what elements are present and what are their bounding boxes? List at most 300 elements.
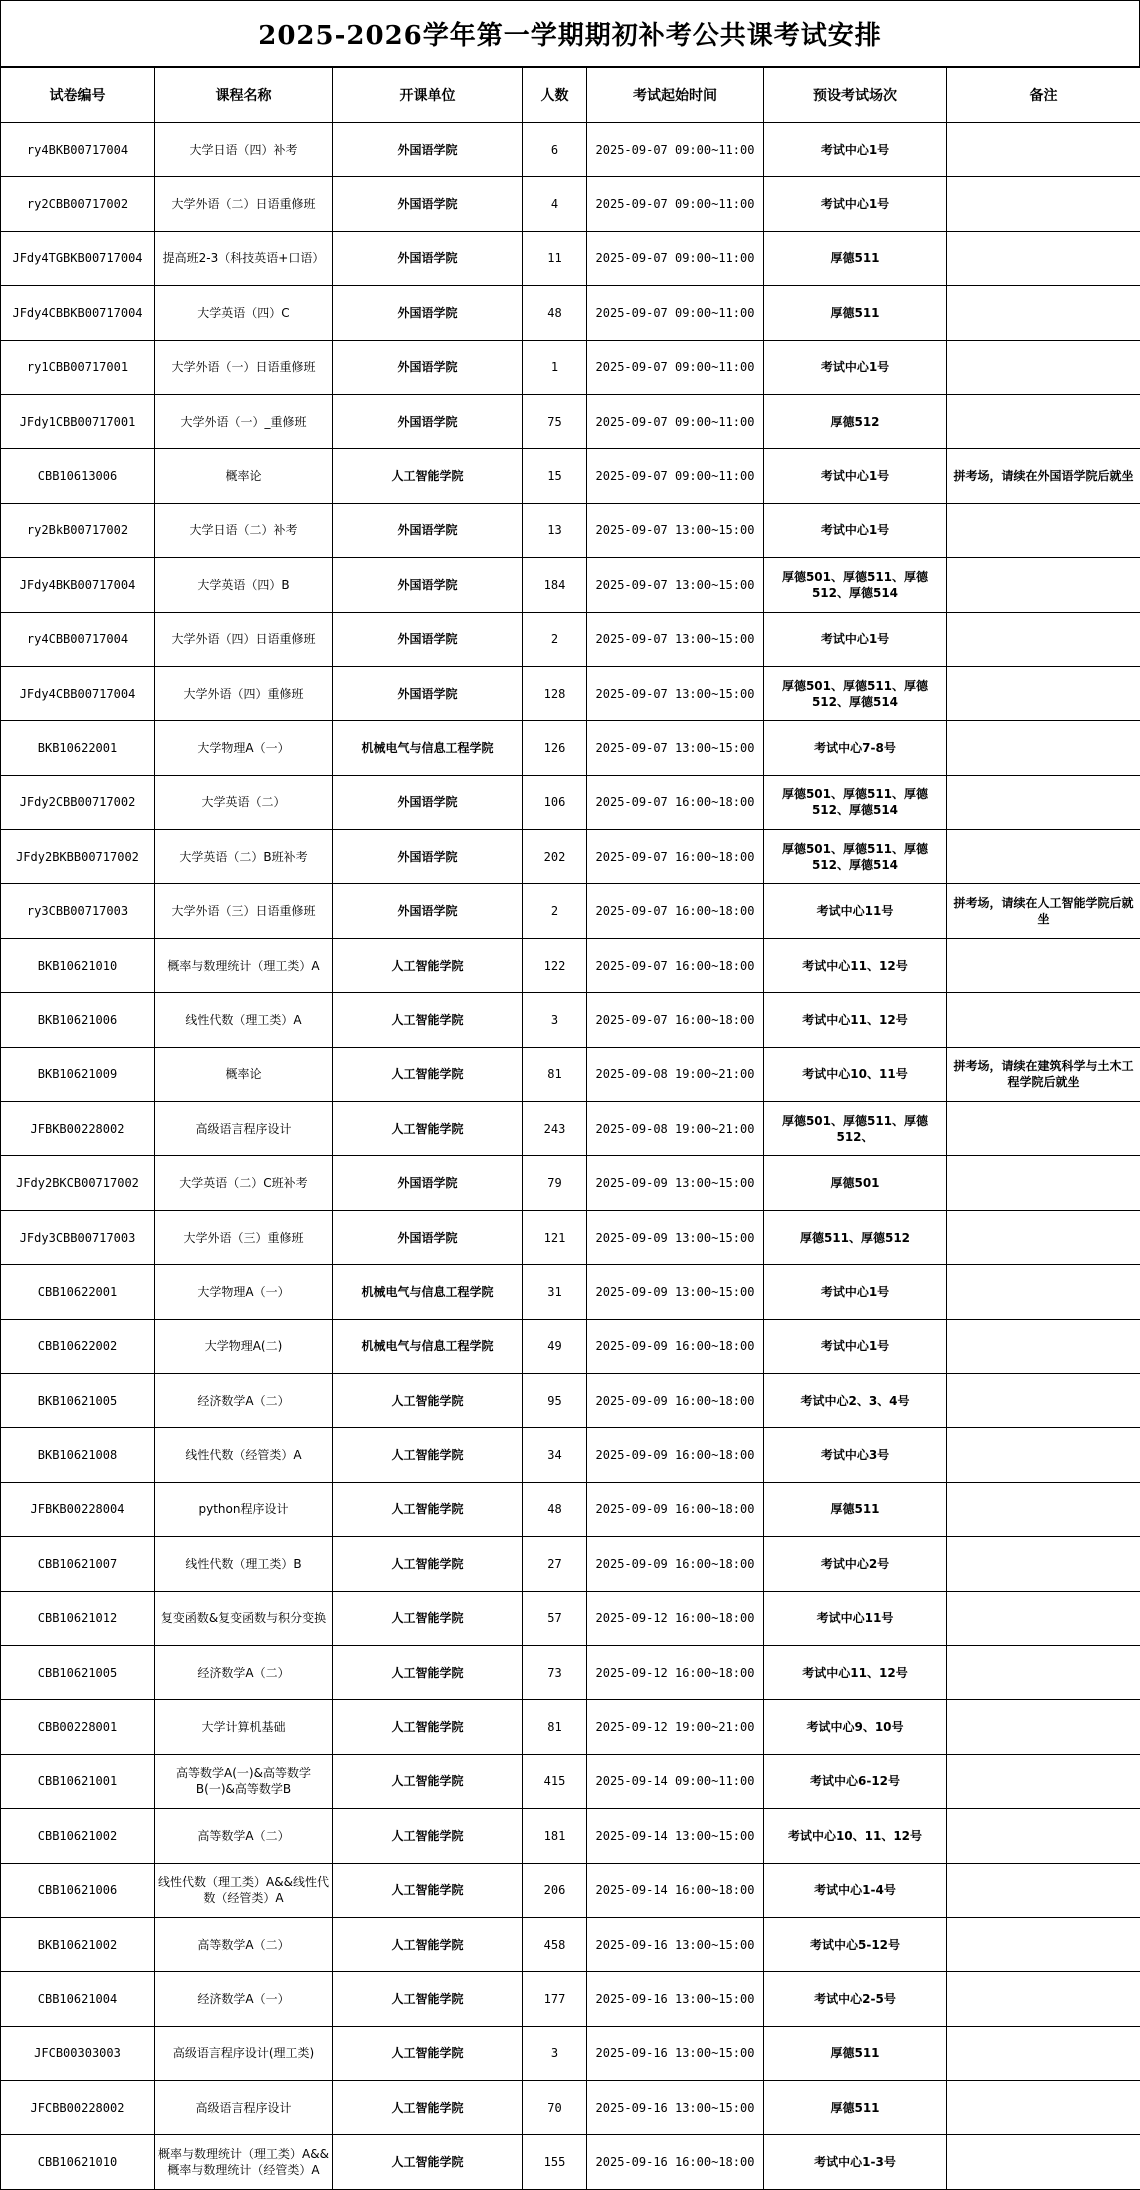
- cell-paper-id: BKB10621009: [1, 1047, 155, 1101]
- table-row: [1, 1700, 1140, 1754]
- cell-course: 提高班2-3（科技英语+口语）: [155, 231, 333, 285]
- cell-count: 202: [523, 830, 587, 884]
- cell-room: 厚德501、厚德511、厚德512、厚德514: [764, 558, 947, 612]
- cell-paper-id: JFdy4TGBKB00717004: [1, 231, 155, 285]
- cell-time: 2025-09-16 13:00~15:00: [587, 1972, 764, 2026]
- cell-time: 2025-09-07 09:00~11:00: [587, 123, 764, 177]
- cell-dept: 外国语学院: [333, 1156, 523, 1210]
- cell-room: 厚德501: [764, 1156, 947, 1210]
- cell-remark: [947, 1700, 1140, 1754]
- table-row: [1, 938, 1140, 992]
- cell-count: 128: [523, 666, 587, 720]
- table-row: [1, 1809, 1140, 1863]
- cell-course: 大学物理A(二): [155, 1319, 333, 1373]
- cell-room: 考试中心2号: [764, 1537, 947, 1591]
- table-row: [1, 2026, 1140, 2080]
- cell-remark: 拼考场，请续在人工智能学院后就坐: [947, 884, 1140, 938]
- cell-remark: [947, 1319, 1140, 1373]
- cell-time: 2025-09-07 09:00~11:00: [587, 340, 764, 394]
- cell-room: 考试中心10、11、12号: [764, 1809, 947, 1863]
- cell-paper-id: JFCBB00228002: [1, 2081, 155, 2135]
- cell-dept: 机械电气与信息工程学院: [333, 1265, 523, 1319]
- cell-time: 2025-09-14 13:00~15:00: [587, 1809, 764, 1863]
- cell-remark: [947, 2135, 1140, 2189]
- cell-remark: [947, 231, 1140, 285]
- cell-dept: 外国语学院: [333, 340, 523, 394]
- cell-time: 2025-09-14 09:00~11:00: [587, 1754, 764, 1808]
- cell-remark: [947, 2026, 1140, 2080]
- cell-dept: 人工智能学院: [333, 1700, 523, 1754]
- cell-course: 大学外语（一）日语重修班: [155, 340, 333, 394]
- cell-remark: [947, 1373, 1140, 1427]
- cell-time: 2025-09-16 13:00~15:00: [587, 2081, 764, 2135]
- cell-room: 考试中心1号: [764, 1265, 947, 1319]
- cell-dept: 外国语学院: [333, 123, 523, 177]
- cell-course: 高级语言程序设计: [155, 1102, 333, 1156]
- cell-dept: 外国语学院: [333, 286, 523, 340]
- cell-room: 厚德512: [764, 394, 947, 448]
- cell-count: 1: [523, 340, 587, 394]
- cell-course: 线性代数（理工类）A&&线性代数（经管类）A: [155, 1863, 333, 1917]
- cell-dept: 外国语学院: [333, 177, 523, 231]
- cell-dept: 外国语学院: [333, 666, 523, 720]
- table-row: [1, 2081, 1140, 2135]
- cell-paper-id: JFCB00303003: [1, 2026, 155, 2080]
- cell-remark: [947, 612, 1140, 666]
- table-row: [1, 993, 1140, 1047]
- cell-room: 厚德511: [764, 2081, 947, 2135]
- cell-room: 考试中心6-12号: [764, 1754, 947, 1808]
- cell-remark: [947, 286, 1140, 340]
- cell-room: 考试中心11、12号: [764, 993, 947, 1047]
- cell-course: 高级语言程序设计(理工类): [155, 2026, 333, 2080]
- cell-paper-id: JFdy4CBBKB00717004: [1, 286, 155, 340]
- header-course: 课程名称: [155, 68, 333, 123]
- cell-room: 考试中心3号: [764, 1428, 947, 1482]
- table-row: [1, 558, 1140, 612]
- cell-room: 考试中心2-5号: [764, 1972, 947, 2026]
- cell-room: 厚德511: [764, 286, 947, 340]
- cell-count: 11: [523, 231, 587, 285]
- cell-dept: 外国语学院: [333, 884, 523, 938]
- cell-room: 考试中心1-3号: [764, 2135, 947, 2189]
- cell-remark: [947, 1917, 1140, 1971]
- table-row: [1, 1319, 1140, 1373]
- table-row: [1, 1102, 1140, 1156]
- cell-paper-id: CBB10621001: [1, 1754, 155, 1808]
- cell-paper-id: CBB10613006: [1, 449, 155, 503]
- cell-paper-id: BKB10621008: [1, 1428, 155, 1482]
- header-count: 人数: [523, 68, 587, 123]
- cell-paper-id: CBB10622001: [1, 1265, 155, 1319]
- cell-time: 2025-09-07 09:00~11:00: [587, 177, 764, 231]
- table-row: [1, 123, 1140, 177]
- cell-dept: 人工智能学院: [333, 1373, 523, 1427]
- cell-dept: 人工智能学院: [333, 1754, 523, 1808]
- cell-count: 48: [523, 286, 587, 340]
- table-row: [1, 394, 1140, 448]
- cell-room: 考试中心11号: [764, 1591, 947, 1645]
- cell-count: 121: [523, 1210, 587, 1264]
- cell-time: 2025-09-07 13:00~15:00: [587, 721, 764, 775]
- cell-remark: [947, 1809, 1140, 1863]
- cell-remark: [947, 2081, 1140, 2135]
- cell-count: 81: [523, 1047, 587, 1101]
- cell-dept: 人工智能学院: [333, 1428, 523, 1482]
- table-header-row: [1, 68, 1140, 123]
- cell-remark: [947, 1863, 1140, 1917]
- cell-room: 考试中心1号: [764, 1319, 947, 1373]
- cell-dept: 人工智能学院: [333, 1645, 523, 1699]
- cell-remark: [947, 830, 1140, 884]
- cell-course: 大学英语（二）C班补考: [155, 1156, 333, 1210]
- cell-paper-id: JFBKB00228004: [1, 1482, 155, 1536]
- cell-dept: 机械电气与信息工程学院: [333, 721, 523, 775]
- cell-course: 大学外语（三）日语重修班: [155, 884, 333, 938]
- table-row: [1, 1047, 1140, 1101]
- cell-count: 181: [523, 1809, 587, 1863]
- cell-remark: [947, 1210, 1140, 1264]
- cell-remark: [947, 1754, 1140, 1808]
- cell-course: 大学英语（二）B班补考: [155, 830, 333, 884]
- cell-paper-id: CBB10621010: [1, 2135, 155, 2189]
- cell-time: 2025-09-12 19:00~21:00: [587, 1700, 764, 1754]
- cell-paper-id: ry2BkB00717002: [1, 503, 155, 557]
- cell-dept: 人工智能学院: [333, 1809, 523, 1863]
- cell-dept: 人工智能学院: [333, 1047, 523, 1101]
- table-row: [1, 1972, 1140, 2026]
- cell-time: 2025-09-16 13:00~15:00: [587, 2026, 764, 2080]
- table-row: [1, 612, 1140, 666]
- cell-time: 2025-09-07 09:00~11:00: [587, 286, 764, 340]
- cell-room: 考试中心1号: [764, 612, 947, 666]
- cell-course: 线性代数（经管类）A: [155, 1428, 333, 1482]
- cell-dept: 外国语学院: [333, 231, 523, 285]
- cell-paper-id: JFBKB00228002: [1, 1102, 155, 1156]
- cell-time: 2025-09-09 13:00~15:00: [587, 1210, 764, 1264]
- cell-time: 2025-09-07 16:00~18:00: [587, 993, 764, 1047]
- cell-time: 2025-09-07 16:00~18:00: [587, 938, 764, 992]
- cell-time: 2025-09-07 16:00~18:00: [587, 775, 764, 829]
- cell-dept: 人工智能学院: [333, 2081, 523, 2135]
- cell-dept: 人工智能学院: [333, 1537, 523, 1591]
- cell-course: 经济数学A（一）: [155, 1972, 333, 2026]
- cell-count: 48: [523, 1482, 587, 1536]
- cell-count: 184: [523, 558, 587, 612]
- cell-paper-id: CBB10621005: [1, 1645, 155, 1699]
- table-body: [1, 123, 1140, 2190]
- cell-dept: 人工智能学院: [333, 1972, 523, 2026]
- cell-room: 厚德501、厚德511、厚德512、: [764, 1102, 947, 1156]
- cell-room: 考试中心11、12号: [764, 1645, 947, 1699]
- cell-remark: [947, 558, 1140, 612]
- cell-time: 2025-09-07 09:00~11:00: [587, 231, 764, 285]
- cell-dept: 人工智能学院: [333, 1591, 523, 1645]
- table-row: [1, 1210, 1140, 1264]
- cell-dept: 外国语学院: [333, 775, 523, 829]
- cell-dept: 外国语学院: [333, 830, 523, 884]
- cell-remark: [947, 177, 1140, 231]
- cell-time: 2025-09-14 16:00~18:00: [587, 1863, 764, 1917]
- cell-room: 考试中心2、3、4号: [764, 1373, 947, 1427]
- header-dept: 开课单位: [333, 68, 523, 123]
- cell-course: 大学外语（四）重修班: [155, 666, 333, 720]
- cell-count: 122: [523, 938, 587, 992]
- cell-dept: 人工智能学院: [333, 1917, 523, 1971]
- cell-count: 458: [523, 1917, 587, 1971]
- cell-count: 49: [523, 1319, 587, 1373]
- cell-dept: 外国语学院: [333, 394, 523, 448]
- cell-remark: [947, 1972, 1140, 2026]
- cell-dept: 人工智能学院: [333, 938, 523, 992]
- cell-count: 206: [523, 1863, 587, 1917]
- exam-table: [0, 67, 1140, 2190]
- cell-paper-id: CBB10621007: [1, 1537, 155, 1591]
- cell-room: 考试中心11号: [764, 884, 947, 938]
- table-row: [1, 666, 1140, 720]
- cell-paper-id: BKB10621002: [1, 1917, 155, 1971]
- table-row: [1, 177, 1140, 231]
- table-row: [1, 1373, 1140, 1427]
- cell-paper-id: JFdy1CBB00717001: [1, 394, 155, 448]
- cell-remark: [947, 1428, 1140, 1482]
- cell-course: 大学物理A（一）: [155, 721, 333, 775]
- cell-course: 大学日语（四）补考: [155, 123, 333, 177]
- cell-time: 2025-09-09 13:00~15:00: [587, 1265, 764, 1319]
- cell-course: 大学日语（二）补考: [155, 503, 333, 557]
- cell-course: 大学计算机基础: [155, 1700, 333, 1754]
- cell-room: 考试中心7-8号: [764, 721, 947, 775]
- cell-count: 106: [523, 775, 587, 829]
- cell-time: 2025-09-16 16:00~18:00: [587, 2135, 764, 2189]
- cell-room: 厚德511: [764, 1482, 947, 1536]
- cell-count: 15: [523, 449, 587, 503]
- cell-time: 2025-09-07 13:00~15:00: [587, 558, 764, 612]
- cell-time: 2025-09-12 16:00~18:00: [587, 1645, 764, 1699]
- cell-course: 概率与数理统计（理工类）A: [155, 938, 333, 992]
- cell-room: 考试中心1-4号: [764, 1863, 947, 1917]
- cell-paper-id: CBB10621006: [1, 1863, 155, 1917]
- header-remark: 备注: [947, 68, 1140, 123]
- cell-course: 线性代数（理工类）A: [155, 993, 333, 1047]
- cell-remark: [947, 394, 1140, 448]
- table-row: [1, 2135, 1140, 2189]
- cell-remark: [947, 1537, 1140, 1591]
- cell-time: 2025-09-07 09:00~11:00: [587, 394, 764, 448]
- cell-remark: [947, 503, 1140, 557]
- cell-time: 2025-09-09 16:00~18:00: [587, 1319, 764, 1373]
- cell-time: 2025-09-09 13:00~15:00: [587, 1156, 764, 1210]
- cell-room: 考试中心1号: [764, 123, 947, 177]
- cell-paper-id: BKB10622001: [1, 721, 155, 775]
- cell-paper-id: ry3CBB00717003: [1, 884, 155, 938]
- cell-remark: [947, 1156, 1140, 1210]
- cell-remark: [947, 1645, 1140, 1699]
- cell-remark: [947, 993, 1140, 1047]
- cell-room: 考试中心1号: [764, 449, 947, 503]
- cell-paper-id: ry1CBB00717001: [1, 340, 155, 394]
- cell-remark: 拼考场，请续在建筑科学与土木工程学院后就坐: [947, 1047, 1140, 1101]
- cell-count: 70: [523, 2081, 587, 2135]
- cell-paper-id: BKB10621005: [1, 1373, 155, 1427]
- cell-course: 大学外语（三）重修班: [155, 1210, 333, 1264]
- cell-count: 243: [523, 1102, 587, 1156]
- table-row: [1, 830, 1140, 884]
- cell-course: 大学外语（四）日语重修班: [155, 612, 333, 666]
- cell-remark: [947, 1482, 1140, 1536]
- cell-remark: 拼考场，请续在外国语学院后就坐: [947, 449, 1140, 503]
- cell-time: 2025-09-09 16:00~18:00: [587, 1537, 764, 1591]
- cell-course: 大学外语（二）日语重修班: [155, 177, 333, 231]
- cell-count: 95: [523, 1373, 587, 1427]
- cell-time: 2025-09-07 16:00~18:00: [587, 830, 764, 884]
- cell-count: 81: [523, 1700, 587, 1754]
- cell-time: 2025-09-08 19:00~21:00: [587, 1102, 764, 1156]
- cell-count: 126: [523, 721, 587, 775]
- cell-paper-id: JFdy2BKBB00717002: [1, 830, 155, 884]
- table-row: [1, 1265, 1140, 1319]
- cell-remark: [947, 721, 1140, 775]
- table-row: [1, 1754, 1140, 1808]
- cell-course: 线性代数（理工类）B: [155, 1537, 333, 1591]
- cell-room: 考试中心10、11号: [764, 1047, 947, 1101]
- cell-count: 79: [523, 1156, 587, 1210]
- cell-dept: 人工智能学院: [333, 2026, 523, 2080]
- cell-room: 厚德501、厚德511、厚德512、厚德514: [764, 775, 947, 829]
- cell-course: 概率与数理统计（理工类）A&&概率与数理统计（经管类）A: [155, 2135, 333, 2189]
- cell-paper-id: ry4CBB00717004: [1, 612, 155, 666]
- cell-time: 2025-09-07 16:00~18:00: [587, 884, 764, 938]
- cell-dept: 人工智能学院: [333, 1102, 523, 1156]
- cell-course: 高等数学A（二）: [155, 1917, 333, 1971]
- cell-time: 2025-09-07 09:00~11:00: [587, 449, 764, 503]
- cell-count: 75: [523, 394, 587, 448]
- cell-remark: [947, 1265, 1140, 1319]
- cell-dept: 人工智能学院: [333, 2135, 523, 2189]
- cell-dept: 外国语学院: [333, 503, 523, 557]
- table-row: [1, 340, 1140, 394]
- table-row: [1, 884, 1140, 938]
- cell-course: 概率论: [155, 449, 333, 503]
- cell-paper-id: JFdy2BKCB00717002: [1, 1156, 155, 1210]
- cell-course: python程序设计: [155, 1482, 333, 1536]
- cell-count: 34: [523, 1428, 587, 1482]
- page-title: 2025-2026学年第一学期期初补考公共课考试安排: [0, 0, 1140, 67]
- cell-dept: 人工智能学院: [333, 449, 523, 503]
- cell-count: 3: [523, 993, 587, 1047]
- cell-remark: [947, 775, 1140, 829]
- cell-paper-id: CBB00228001: [1, 1700, 155, 1754]
- cell-course: 大学英语（四）B: [155, 558, 333, 612]
- cell-course: 概率论: [155, 1047, 333, 1101]
- cell-dept: 外国语学院: [333, 558, 523, 612]
- cell-paper-id: CBB10621002: [1, 1809, 155, 1863]
- cell-room: 厚德501、厚德511、厚德512、厚德514: [764, 830, 947, 884]
- cell-count: 13: [523, 503, 587, 557]
- cell-paper-id: BKB10621006: [1, 993, 155, 1047]
- cell-course: 大学英语（四）C: [155, 286, 333, 340]
- cell-room: 考试中心11、12号: [764, 938, 947, 992]
- cell-remark: [947, 666, 1140, 720]
- cell-paper-id: ry4BKB00717004: [1, 123, 155, 177]
- table-row: [1, 1591, 1140, 1645]
- cell-course: 复变函数&复变函数与积分变换: [155, 1591, 333, 1645]
- cell-time: 2025-09-09 16:00~18:00: [587, 1373, 764, 1427]
- cell-room: 考试中心5-12号: [764, 1917, 947, 1971]
- cell-count: 31: [523, 1265, 587, 1319]
- cell-time: 2025-09-07 13:00~15:00: [587, 612, 764, 666]
- cell-time: 2025-09-12 16:00~18:00: [587, 1591, 764, 1645]
- table-row: [1, 1428, 1140, 1482]
- cell-dept: 机械电气与信息工程学院: [333, 1319, 523, 1373]
- cell-paper-id: JFdy4CBB00717004: [1, 666, 155, 720]
- cell-count: 2: [523, 612, 587, 666]
- cell-paper-id: BKB10621010: [1, 938, 155, 992]
- cell-course: 大学物理A（一）: [155, 1265, 333, 1319]
- cell-paper-id: JFdy4BKB00717004: [1, 558, 155, 612]
- cell-count: 177: [523, 1972, 587, 2026]
- cell-count: 3: [523, 2026, 587, 2080]
- cell-room: 厚德511: [764, 231, 947, 285]
- cell-count: 415: [523, 1754, 587, 1808]
- cell-time: 2025-09-07 13:00~15:00: [587, 666, 764, 720]
- table-row: [1, 775, 1140, 829]
- table-row: [1, 1156, 1140, 1210]
- cell-remark: [947, 340, 1140, 394]
- cell-room: 厚德511、厚德512: [764, 1210, 947, 1264]
- cell-dept: 外国语学院: [333, 612, 523, 666]
- cell-time: 2025-09-16 13:00~15:00: [587, 1917, 764, 1971]
- cell-paper-id: JFdy2CBB00717002: [1, 775, 155, 829]
- cell-time: 2025-09-09 16:00~18:00: [587, 1428, 764, 1482]
- cell-dept: 外国语学院: [333, 1210, 523, 1264]
- table-row: [1, 286, 1140, 340]
- table-row: [1, 1645, 1140, 1699]
- cell-room: 考试中心1号: [764, 340, 947, 394]
- header-room: 预设考试场次: [764, 68, 947, 123]
- table-row: [1, 449, 1140, 503]
- cell-time: 2025-09-07 13:00~15:00: [587, 503, 764, 557]
- cell-remark: [947, 123, 1140, 177]
- cell-course: 高等数学A(一)&高等数学B(一)&高等数学B: [155, 1754, 333, 1808]
- cell-count: 2: [523, 884, 587, 938]
- table-row: [1, 1482, 1140, 1536]
- cell-room: 考试中心1号: [764, 503, 947, 557]
- cell-time: 2025-09-09 16:00~18:00: [587, 1482, 764, 1536]
- cell-remark: [947, 1591, 1140, 1645]
- cell-count: 6: [523, 123, 587, 177]
- cell-course: 大学外语（一）_重修班: [155, 394, 333, 448]
- table-row: [1, 1917, 1140, 1971]
- cell-count: 27: [523, 1537, 587, 1591]
- cell-remark: [947, 1102, 1140, 1156]
- cell-room: 厚德501、厚德511、厚德512、厚德514: [764, 666, 947, 720]
- cell-time: 2025-09-08 19:00~21:00: [587, 1047, 764, 1101]
- cell-remark: [947, 938, 1140, 992]
- table-row: [1, 1537, 1140, 1591]
- cell-course: 高级语言程序设计: [155, 2081, 333, 2135]
- cell-paper-id: CBB10622002: [1, 1319, 155, 1373]
- table-row: [1, 231, 1140, 285]
- cell-dept: 人工智能学院: [333, 993, 523, 1047]
- cell-paper-id: CBB10621012: [1, 1591, 155, 1645]
- cell-dept: 人工智能学院: [333, 1482, 523, 1536]
- cell-count: 155: [523, 2135, 587, 2189]
- table-row: [1, 1863, 1140, 1917]
- cell-count: 73: [523, 1645, 587, 1699]
- header-paper-id: 试卷编号: [1, 68, 155, 123]
- cell-paper-id: ry2CBB00717002: [1, 177, 155, 231]
